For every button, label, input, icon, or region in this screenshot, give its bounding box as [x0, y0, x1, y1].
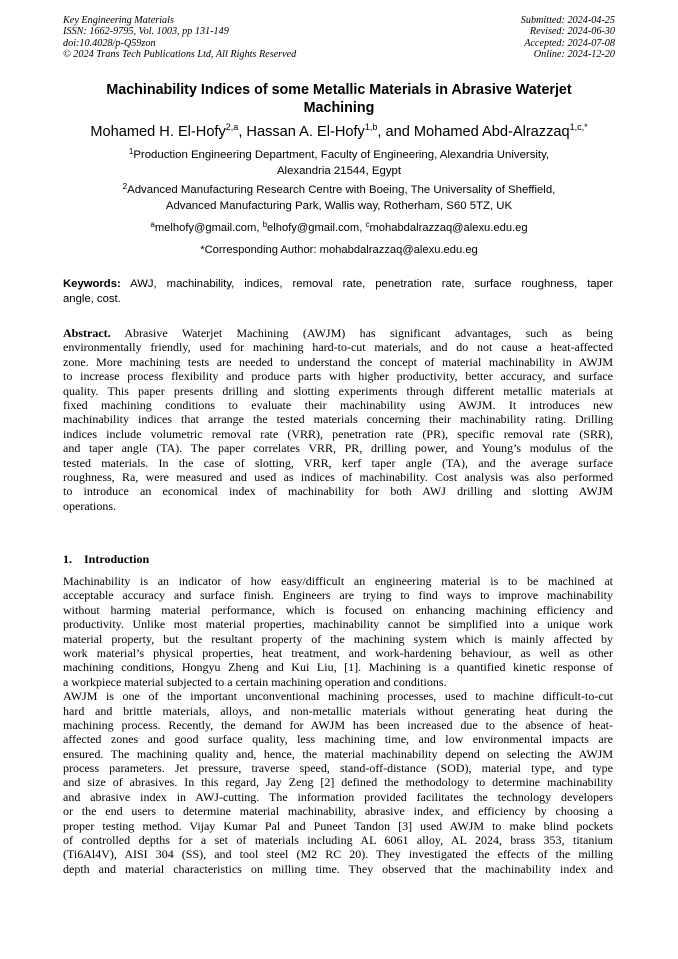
- body-line: machining conditions, Hongyu Zheng and Kui Liu, [1]. Machining is a quantified kinetic response of: [63, 660, 613, 675]
- date-submitted: Submitted: 2024-04-25: [520, 15, 615, 26]
- affiliation-text: Production Engineering Department, Faculty of Engineering, Alexandria University,: [133, 149, 550, 161]
- author-separator: , and: [377, 124, 414, 140]
- keywords-text: AWJ, machinability, indices, removal rate, penetration rate, surface roughness, taper: [120, 278, 613, 290]
- email-separator: ,: [256, 222, 263, 234]
- body-line: productivity. Unlike most material properties, machinability cannot be simplified into a unique work: [63, 617, 613, 632]
- author-separator: ,: [238, 124, 247, 140]
- keywords-line: angle, cost.: [63, 292, 121, 305]
- journal-name: Key Engineering Materials: [63, 15, 174, 26]
- body-line: material property, but the resultant property of the machining system which is mainly affected by: [63, 631, 613, 646]
- body-line: affected zones and good surface quality, less machining time, and low environmental impacts are: [63, 732, 613, 747]
- author-list: [63, 123, 615, 141]
- abstract-line: indices include volumetric removal rate (VRR), penetration rate (PR), specific removal rate (SRR),: [63, 426, 613, 441]
- body-line: acceptable accuracy and surface finish. Engineers are trying to find ways to improve machinability: [63, 588, 613, 603]
- title-line: Machinability Indices of some Metallic Materials in Abrasive Waterjet: [106, 82, 572, 98]
- abstract-text: Abrasive Waterjet Machining (AWJM) has significant advantages, such as being: [110, 326, 613, 340]
- abstract-line: environmentally friendly, used for machining hard-to-cut materials, and do not cause a heat-affected: [63, 340, 613, 355]
- email-marker: a: [150, 220, 155, 229]
- body-line: or the end users to determine material machinability, abrasive index, and efficiency by choosing a: [63, 804, 613, 819]
- body-line: a workpiece material subjected to a certain machining operation and conditions.: [63, 674, 447, 689]
- journal-copyright: © 2024 Trans Tech Publications Ltd, All Rights Reserved: [63, 49, 297, 61]
- keywords-line: [63, 277, 613, 292]
- body-line: work material’s physical properties, heat treatment, and work-hardening behaviour, as well as other: [63, 645, 613, 660]
- abstract-line: tested materials. In the case of slotting, VRR, kerf taper angle (TA), and the average surface: [63, 455, 613, 470]
- abstract-line: and taper angle (TA). The paper correlates VRR, PR, drilling power, and Young’s modulus of the: [63, 441, 613, 456]
- journal-issn: ISSN: 1662-9795, Vol. 1003, pp 131-149: [63, 26, 229, 38]
- author-name: Mohamed Abd-Alrazzaq: [413, 124, 570, 140]
- body-line: without harming material performance, which is focused on enhancing machining efficiency and: [63, 602, 613, 617]
- date-online: Online: 2024-12-20: [533, 49, 615, 61]
- author-affil-marker: 2,a: [225, 122, 239, 132]
- date-revised: Revised: 2024-06-30: [529, 26, 615, 38]
- body-line: process parameters. Jet pressure, traverse speed, stand-off-distance (SOD), material type, and type: [63, 761, 613, 776]
- title-line: Machining: [303, 100, 375, 116]
- author-name: Hassan A. El-Hofy: [246, 124, 365, 140]
- abstract-line: [63, 326, 613, 340]
- abstract-line: to introduce an economical index of machinability for both AWJ drilling and slotting AWJM: [63, 484, 613, 499]
- author-emails: [63, 221, 615, 236]
- email-link[interactable]: melhofy@gmail.com: [154, 222, 257, 234]
- body-line: hard and brittle materials, alloys, and non-metallic materials without generating heat during the: [63, 703, 613, 718]
- body-line: AWJM is one of the important unconventional machining processes, used to machine difficult-to-cut: [63, 689, 613, 704]
- body-line: and abrasive index in AWJ-cutting. The information provided facilitates the technology developers: [63, 789, 613, 804]
- body-line: machining process. Recently, the demand for AWJM has been increased due to the absence of heat-: [63, 717, 613, 732]
- section-number: 1.: [63, 552, 72, 566]
- affiliation-marker: 2: [122, 182, 128, 191]
- abstract-line: fixed machining conditions to evaluate their machinability using AWJM. It introduces new: [63, 397, 613, 412]
- email-marker: c: [365, 220, 370, 229]
- abstract-line: machinability indices that arrange the tested materials concerning their machinability rating. Drilling: [63, 412, 613, 427]
- author-name: Mohamed H. El-Hofy: [90, 124, 226, 140]
- keywords: [63, 277, 613, 306]
- abstract-line: roughness, Ra, were measured and used as indices of machinability. Cost analysis was also performed: [63, 469, 613, 484]
- affiliation-2: [63, 183, 615, 214]
- section-title: Introduction: [84, 552, 150, 566]
- abstract-line: operations.: [63, 498, 116, 513]
- abstract-label: Abstract.: [63, 326, 111, 340]
- author-affil-marker: 1,b: [364, 122, 378, 132]
- email-link[interactable]: elhofy@gmail.com: [267, 222, 360, 234]
- affiliation-text: Advanced Manufacturing Research Centre with Boeing, The Universality of Sheffield,: [127, 184, 556, 196]
- date-accepted: Accepted: 2024-07-08: [524, 37, 615, 49]
- body-line: Machinability is an indicator of how easy/difficult an engineering material is to be machined at: [63, 574, 613, 588]
- body-line: proper testing method. Vijay Kumar Pal and Puneet Tandon [3] used AWJM to make blind pockets: [63, 818, 613, 833]
- affiliation-line: Advanced Manufacturing Park, Wallis way, Rotherham, S60 5TZ, UK: [165, 199, 513, 212]
- body-line: (Ti6Al4V), AISI 304 (SS), and tool steel (M2 RC 20). They investigated the effects of the milling: [63, 847, 613, 862]
- abstract-line: quality. This paper presents drilling and slotting experiments through different metallic materials at: [63, 383, 613, 398]
- email-link[interactable]: mohabdalrazzaq@alexu.edu.eg: [369, 222, 528, 234]
- abstract-line: zone. More machining tests are needed to understand the concept of material machinability in AWJM: [63, 354, 613, 369]
- affiliation-1: [63, 148, 615, 179]
- author-affil-marker: 1,c,*: [569, 122, 588, 132]
- abstract: [63, 326, 613, 513]
- affiliation-line: [63, 148, 615, 164]
- affiliation-line: Alexandria 21544, Egypt: [276, 164, 402, 177]
- email-separator: ,: [359, 222, 366, 234]
- submission-dates: [521, 15, 615, 61]
- paper-title: [63, 81, 615, 117]
- keywords-label: Keywords:: [63, 278, 121, 290]
- introduction-body: [63, 574, 613, 876]
- journal-info: [63, 15, 296, 61]
- body-line: ensured. The machining quality and, hence, the material machinability depend on selecting the AWJM: [63, 746, 613, 761]
- affiliation-line: [63, 183, 615, 199]
- body-line: of controlled depths for a set of materials including AL 6061 alloy, AL 2024, brass 353, titanium: [63, 833, 613, 848]
- abstract-line: to increase process flexibility and produce parts with higher productivity, better accuracy, and surface: [63, 369, 613, 384]
- email-marker: b: [262, 220, 268, 229]
- body-line: and size of abrasives. In this regard, Jay Zeng [2] defined the methodology to determine machinability: [63, 775, 613, 790]
- body-line: depth and material characteristics on milling time. They observed that the machinability index and: [63, 861, 613, 876]
- affiliation-marker: 1: [128, 147, 134, 156]
- journal-doi: doi:10.4028/p-Q59zon: [63, 37, 156, 49]
- corresponding-author: *Corresponding Author: mohabdalrazzaq@alexu.edu.eg: [200, 244, 478, 256]
- section-heading: [63, 552, 613, 567]
